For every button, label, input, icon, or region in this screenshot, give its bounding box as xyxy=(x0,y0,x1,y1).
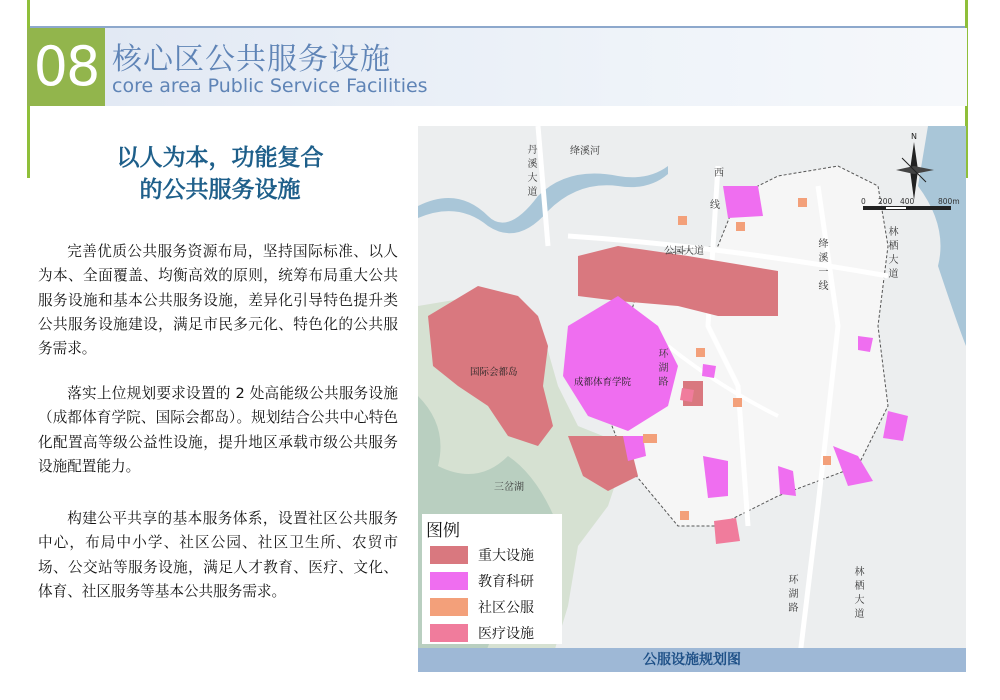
label-jiangxi-road: 绛溪一线 xyxy=(816,238,827,294)
facility-medical-1 xyxy=(714,518,740,544)
section-heading xyxy=(50,142,390,206)
label-sancha-lake: 三岔湖 xyxy=(494,482,524,493)
map-legend xyxy=(422,514,562,644)
legend-swatch-medical xyxy=(430,624,468,642)
scale-tick-800: 800m xyxy=(938,197,960,206)
legend-label-medical: 医疗设施 xyxy=(478,626,534,642)
facility-community-1 xyxy=(678,216,687,225)
label-guojihuidu: 国际会都岛 xyxy=(470,367,518,378)
facility-edu-6 xyxy=(702,364,716,378)
label-linqi-top: 林栖大道 xyxy=(886,226,897,282)
facility-community-3 xyxy=(736,222,745,231)
heading-line-2: 的公共服务设施 xyxy=(139,177,301,203)
legend-label-community: 社区公服 xyxy=(478,600,534,616)
heading-line-1: 以人为本，功能复合 xyxy=(116,145,324,171)
north-arrow-icon xyxy=(896,130,936,200)
legend-swatch-community xyxy=(430,598,468,616)
legend-swatch-major xyxy=(430,546,468,564)
label-huanhu-mid: 环湖路 xyxy=(656,348,667,390)
facility-edu-north xyxy=(723,186,763,218)
scale-tick-0: 0 xyxy=(861,197,866,206)
paragraph-1: 完善优质公共服务资源布局，坚持国际标准、以人为本、全面覆盖、均衡高效的原则，统筹布局重大公共服务设施和基本公共服务设施，差异化引导特色提升类公共服务设施建设，满足市民多元化、特色化的公共服务需求。 xyxy=(38,243,398,358)
facility-community-8 xyxy=(823,456,831,465)
label-chengdu-tiyu: 成都体育学院 xyxy=(574,377,632,388)
scale-bar xyxy=(863,206,953,210)
page-title: 核心区公共服务设施 xyxy=(112,42,391,77)
paragraph-3: 构建公平共享的基本服务体系，设置社区公共服务中心，布局中小学、社区公园、社区卫生所、农贸市场、公交站等服务设施，满足人才教育、医疗、文化、体育、社区服务等基本公共服务需求。 xyxy=(38,510,398,600)
facility-community-5 xyxy=(696,348,705,357)
legend-swatch-education xyxy=(430,572,468,590)
facility-medical-2 xyxy=(680,388,694,402)
scale-tick-400: 400 xyxy=(900,197,915,206)
label-gongyuan: 公园大道 xyxy=(664,246,704,257)
label-xian: 线 xyxy=(710,200,720,211)
legend-label-education: 教育科研 xyxy=(478,574,534,590)
paragraph-2: 落实上位规划要求设置的 2 处高能级公共服务设施（成都体育学院、国际会都岛）。规划结合公共中心特色化配置高等级公益性设施，提升地区承载市级公共服务设施配置能力。 xyxy=(38,385,398,475)
label-linqi-bottom: 林栖大道 xyxy=(852,566,863,622)
map-caption: 公服设施规划图 xyxy=(643,652,741,668)
label-huanhu-bottom: 环湖路 xyxy=(786,574,797,616)
facility-community-7 xyxy=(680,511,689,520)
legend-title: 图例 xyxy=(426,521,460,541)
facility-community-6 xyxy=(733,398,742,407)
scale-tick-200: 200 xyxy=(878,197,893,206)
legend-label-major: 重大设施 xyxy=(478,548,534,564)
map-caption-bar xyxy=(418,648,966,672)
label-danxi: 丹溪大道 xyxy=(525,144,536,200)
facility-community-4 xyxy=(643,434,657,443)
compass-label: N xyxy=(911,132,917,141)
facility-community-2 xyxy=(798,198,807,207)
label-jiangxi-river: 绛溪河 xyxy=(570,146,600,157)
section-number: 08 xyxy=(27,28,105,106)
label-xi: 西 xyxy=(714,168,724,179)
page-subtitle: core area Public Service Facilities xyxy=(112,75,428,97)
